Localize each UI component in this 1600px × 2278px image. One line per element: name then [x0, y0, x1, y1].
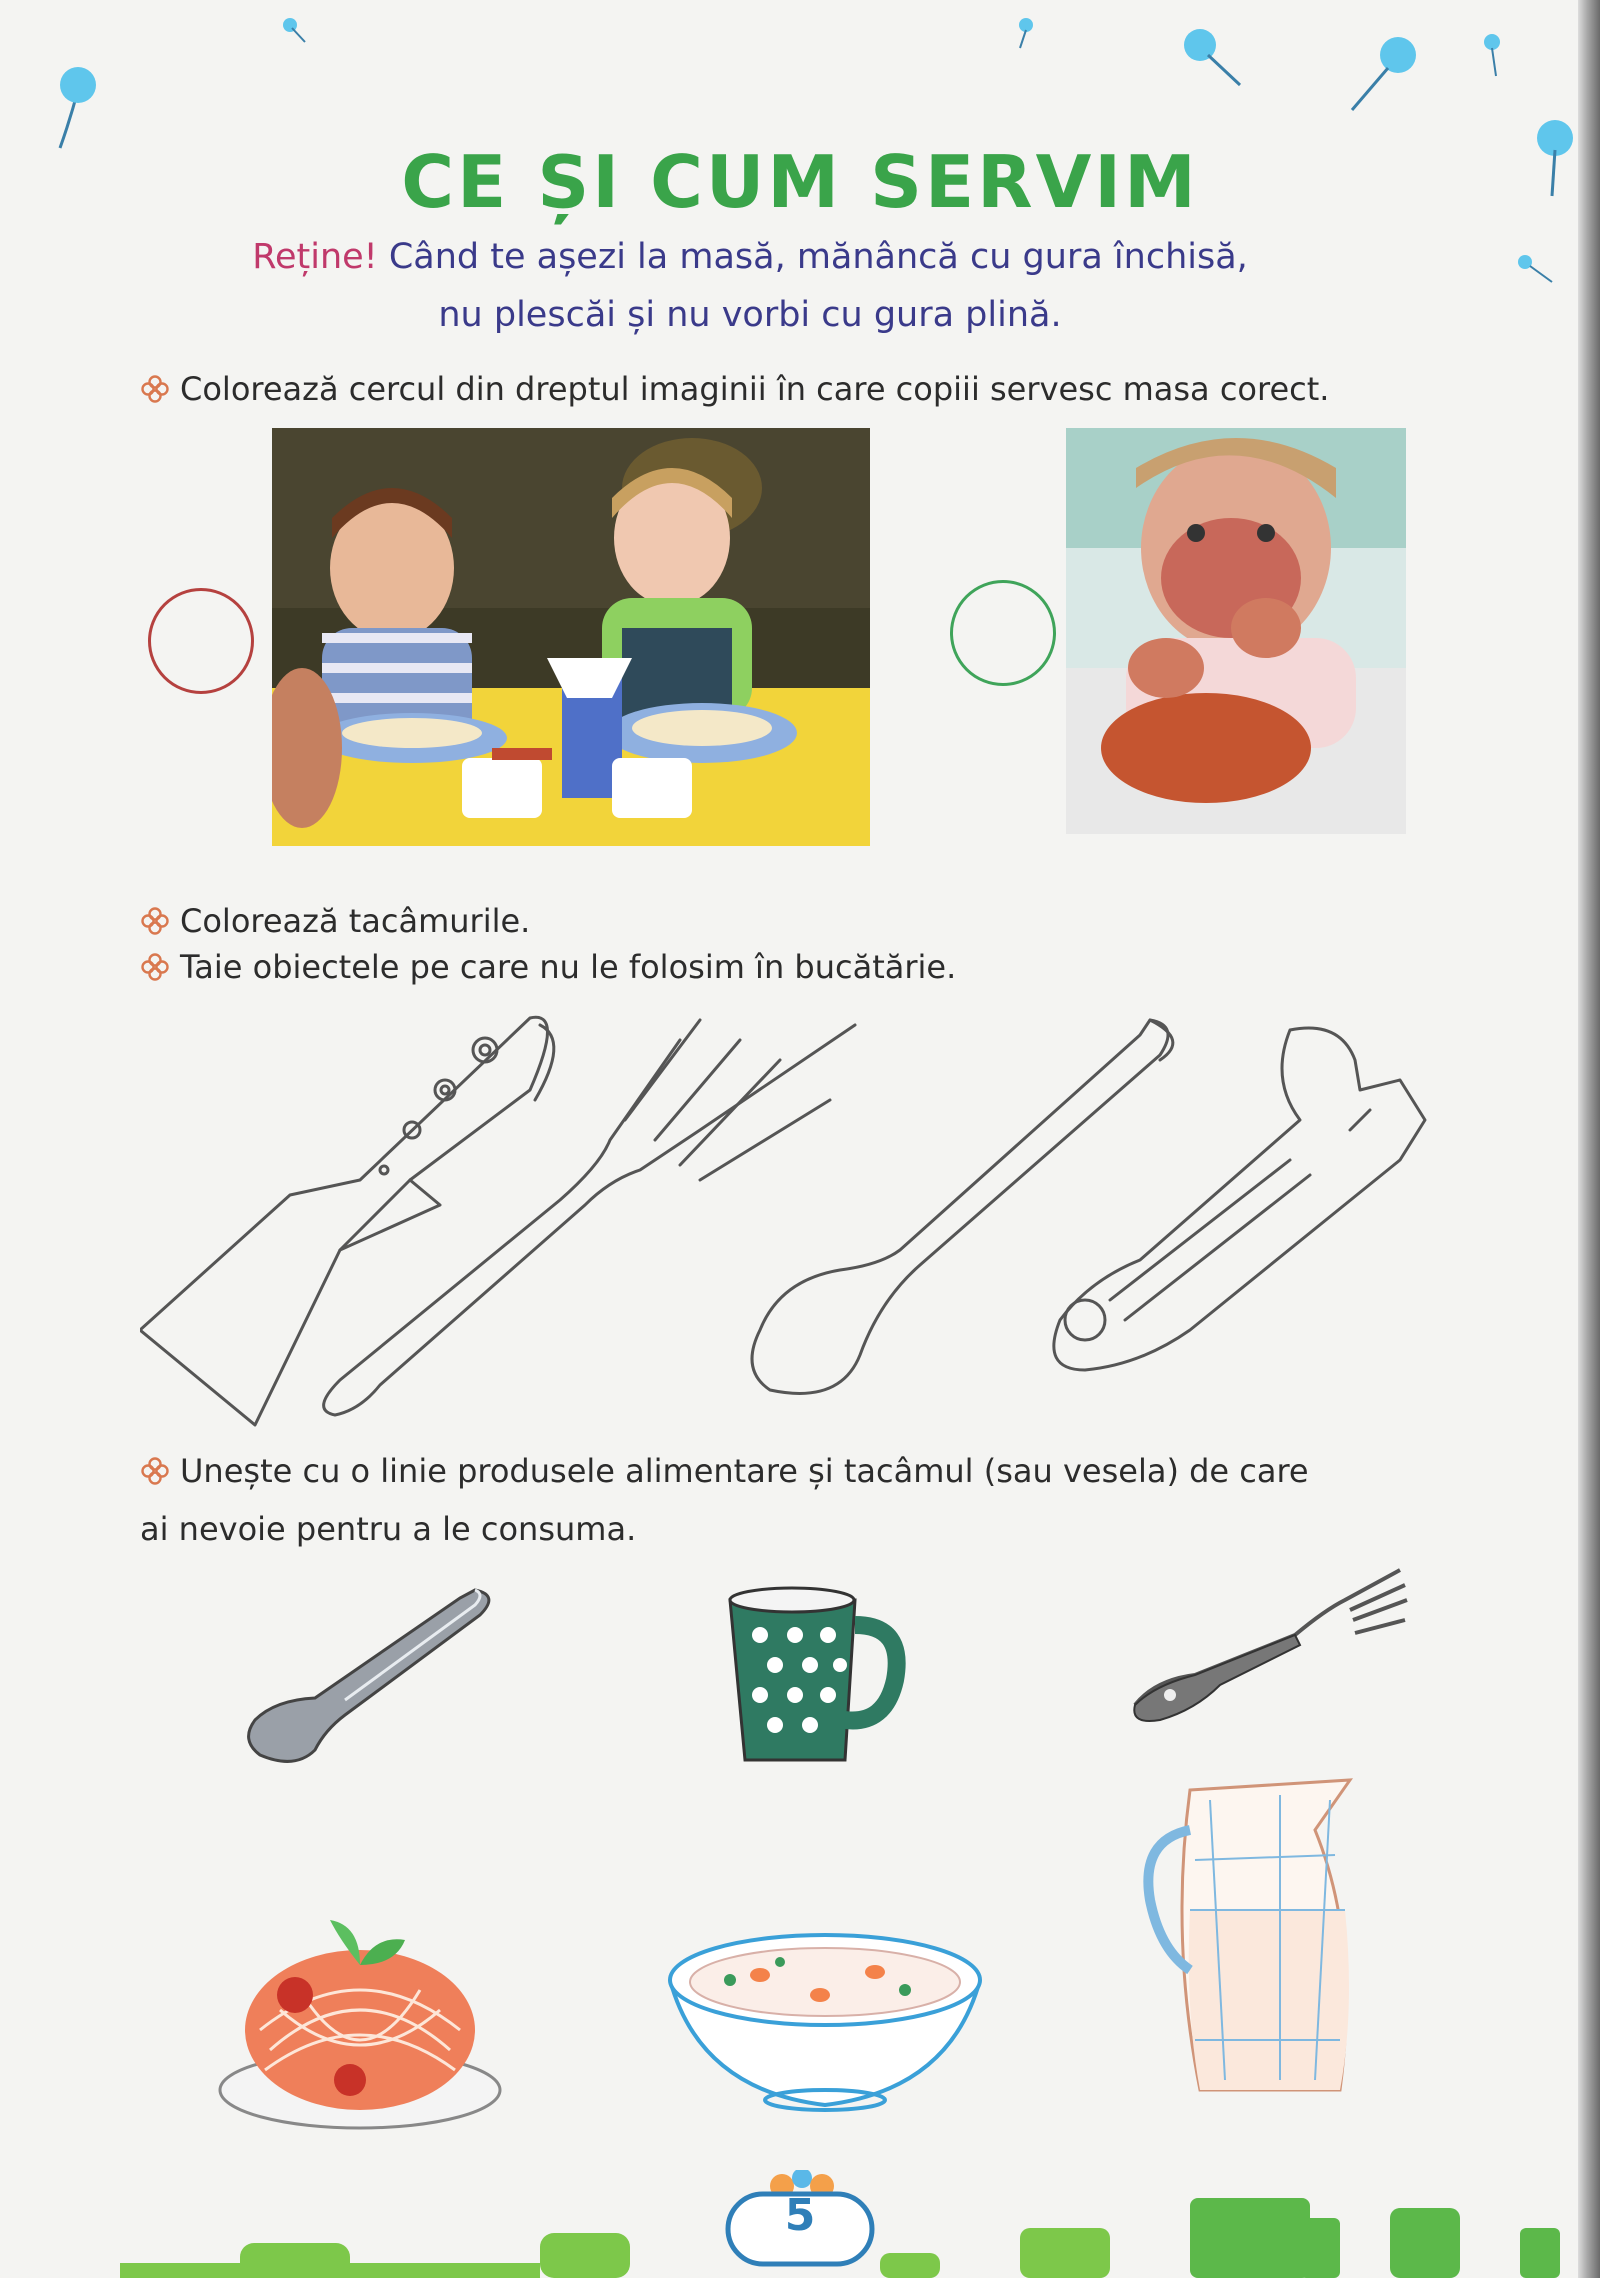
fork-image[interactable] [1125, 1565, 1410, 1735]
outline-spoon [752, 1020, 1173, 1393]
task-cross-out-text: Taie obiectele pe care nu le folosim în bucătărie. [180, 948, 957, 986]
dandelion-icon [60, 67, 96, 103]
page-number: 5 [784, 2190, 816, 2241]
spoon-image[interactable] [235, 1580, 505, 1770]
reminder-note [160, 228, 1340, 344]
task-connect-line-1: Unește cu o linie produsele alimentare și tacâmul (sau vesela) de care [180, 1452, 1309, 1490]
flower-bullet-icon [140, 374, 170, 404]
photo-baby-messy-eating [1066, 428, 1406, 834]
task-color-cutlery-text: Colorează tacâmurile. [180, 902, 531, 940]
outline-fork [324, 1020, 855, 1415]
reminder-highlight: Reține! [252, 237, 378, 277]
outline-drawings [140, 1000, 1460, 1440]
flower-bullet-icon [140, 906, 170, 936]
flower-bullet-icon [140, 1456, 170, 1486]
task-connect-line-2: ai nevoie pentru a le consuma. [140, 1510, 637, 1548]
task-connect [140, 1452, 1309, 1490]
photo-children-eating-correctly [272, 428, 870, 846]
dandelion-icon [1380, 37, 1416, 73]
task-cross-out [140, 948, 956, 986]
reminder-line-1: Când te așezi la masă, mănâncă cu gura închisă, [377, 237, 1248, 277]
outline-scoop [140, 1017, 554, 1425]
flower-bullet-icon [140, 952, 170, 982]
reminder-line-2: nu plescăi și nu vorbi cu gura plină. [438, 295, 1062, 335]
bottom-decoration [0, 2188, 1580, 2278]
answer-circle-left[interactable] [148, 588, 254, 694]
soup-bowl-image[interactable] [660, 1920, 990, 2120]
outline-wrench [1054, 1028, 1425, 1370]
task-color-circle [140, 370, 1329, 408]
spaghetti-plate-image[interactable] [210, 1910, 510, 2130]
polka-dot-mug-image[interactable] [720, 1580, 910, 1770]
dandelion-icon [1019, 18, 1033, 32]
dandelion-icon [1484, 34, 1500, 50]
task-color-cutlery [140, 902, 530, 940]
juice-jug-image[interactable] [1130, 1770, 1370, 2100]
task-color-circle-text: Colorează cercul din dreptul imaginii în care copiii servesc masa corect. [180, 370, 1330, 408]
page-edge [1578, 0, 1600, 2278]
answer-circle-right[interactable] [950, 580, 1056, 686]
page-title: CE ȘI CUM SERVIM [401, 140, 1199, 224]
